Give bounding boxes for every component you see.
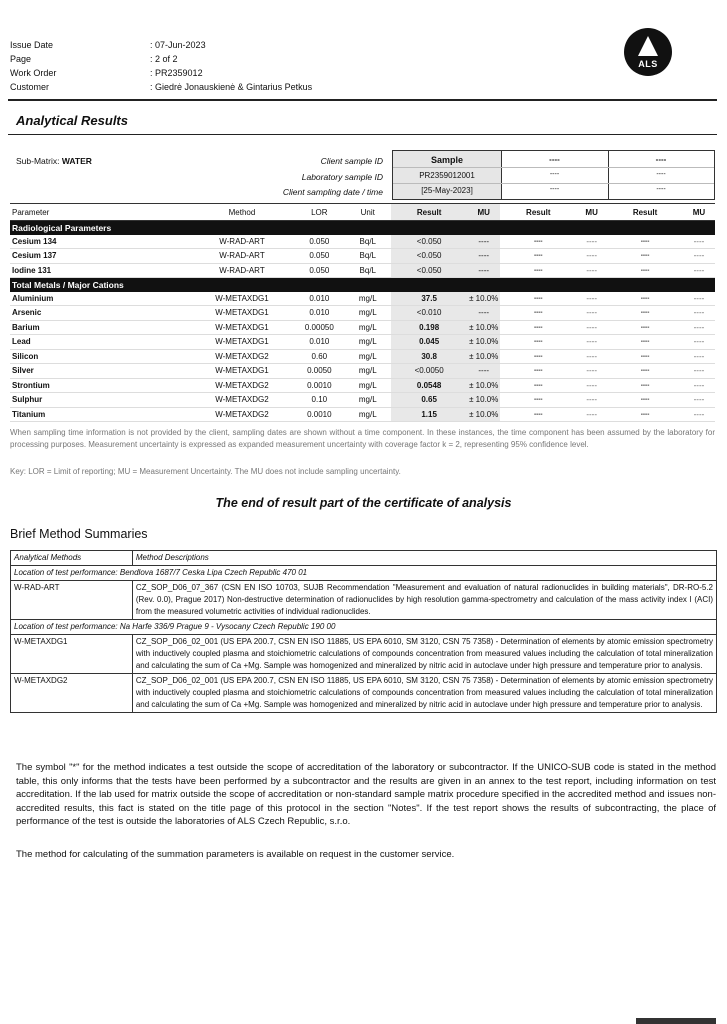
result-3-value: ---- [640,266,650,274]
parameter-name: Strontium [12,380,50,390]
lor-value: 0.050 [309,265,330,275]
method-code: W-METAXDG1 [215,293,269,303]
mu-value: ± 10.0% [467,292,500,306]
result-3-value: ---- [640,338,650,346]
method-code: W-RAD-ART [219,236,265,246]
mu-value: ---- [467,263,500,278]
mu-value: ± 10.0% [467,407,500,422]
mu-3-value: ---- [693,366,705,376]
parameter-name: Cesium 137 [12,251,57,261]
method-row [11,581,717,620]
logo-triangle-icon [638,36,658,56]
result-2-value: ---- [533,352,543,360]
result-3-value: ---- [640,367,650,375]
result-row [10,407,715,422]
page-value: 2 of 2 [155,54,178,64]
result-2-value: ---- [533,381,543,389]
result-value: 1.15 [391,407,467,422]
sample-row-divider-1 [393,167,714,168]
result-2-value: ---- [533,338,543,346]
method-code: W-METAXDG2 [215,351,269,361]
sample-2-date: ---- [549,186,560,193]
method-description: CZ_SOP_D06_02_001 (US EPA 200.7, CSN EN ISO 11885, US EPA 6010, SM 3120, CSN 75 7358) - Determination of elements by atomic emission spectrometry with inductively coupled plasma and stoichiometric calculations of compounds concentration from measured values including the calculation of total mineralization and calculating the sum of Ca +Mg. Sample was homogenized and mineralized by nitric acid in autoclave under high pressure and temperature prior to analysis. [132,635,716,674]
sample-1-id: Sample [430,155,463,165]
work-order-sep: : [150,68,153,78]
mu-value: ---- [467,235,500,249]
lor-value: 0.010 [309,337,330,347]
location-cell [11,620,717,635]
group-header-row [10,221,715,235]
result-row [10,292,715,306]
parameter-name: Silver [12,366,34,376]
result-3-value: ---- [640,294,650,302]
result-2-value: ---- [533,367,543,375]
unit-value: mg/L [358,395,377,405]
result-row [10,364,715,379]
issue-date-sep: : [150,40,153,50]
mu-3-value: ---- [693,308,705,318]
group-name: Radiological Parameters [10,221,715,235]
parameter-name: Lead [12,337,31,347]
result-value: <0.050 [391,263,467,278]
col-analytical-methods: Analytical Methods [11,551,133,566]
lab-sample-id-label: Laboratory sample ID [301,172,383,182]
group-name: Total Metals / Major Cations [10,278,715,292]
mu-3-value: ---- [693,351,705,361]
result-3-value: ---- [640,410,650,418]
result-row [10,393,715,408]
issue-date-label: Issue Date [10,40,54,50]
mu-value: ---- [467,364,500,379]
result-3-value: ---- [640,309,650,317]
result-row [10,335,715,350]
mu-2-value: ---- [586,322,597,332]
method-summaries-title: Brief Method Summaries [10,527,148,541]
result-row [10,306,715,321]
col-parameter: Parameter [12,207,50,217]
parameter-name: Titanium [12,409,46,419]
result-2-value: ---- [533,410,543,418]
mu-3-value: ---- [693,337,705,347]
methods-header-row [11,551,717,566]
lor-value: 0.010 [309,308,330,318]
location-label: Location of test performance: [14,568,118,577]
method-code: W-METAXDG2 [215,395,269,405]
mu-3-value: ---- [693,251,705,261]
parameter-name: Iodine 131 [12,265,52,275]
col-method: Method [228,207,256,217]
results-body [10,221,715,422]
unit-value: mg/L [358,308,377,318]
unit-value: mg/L [358,351,377,361]
location-row [11,566,717,581]
unit-value: mg/L [358,409,377,419]
result-2-value: ---- [533,294,543,302]
col-result-2: Result [526,207,551,217]
mu-2-value: ---- [586,395,597,405]
submatrix [16,156,92,166]
page-corner-bar [636,1018,716,1024]
method-code: W-METAXDG1 [215,322,269,332]
customer-label: Customer [10,82,50,92]
method-code: W-METAXDG2 [215,380,269,390]
mu-3-value: ---- [693,236,705,246]
unit-value: mg/L [358,380,377,390]
parameter-name: Arsenic [12,308,42,318]
mu-value: ± 10.0% [467,349,500,364]
analytical-results-title: Analytical Results [16,113,128,128]
mu-value: ± 10.0% [467,320,500,335]
result-2-value: ---- [533,237,543,245]
result-2-value: ---- [533,396,543,404]
sample-2-lab: ---- [549,171,560,178]
result-3-value: ---- [640,237,650,245]
mu-3-value: ---- [693,293,705,303]
notes-paragraph-1: The symbol "*" for the method indicates a test outside the scope of accreditation of the laboratory or subcontractor. If the UNICO-SUB code is stated in the method table, this only informs that the tests have been performed by a subcontractor and the results are given in an annex to the test report, including information on test accreditation. If the lab used for matrix outside the scope of accreditation or non-standard sample matrix procedure specified in the accredited method and issues non-accredited results, this fact is stated on the title page of this protocol in the section "Notes". If the test report shows the results of subcontracting, the place of performance of the test is outside the laboratories of ALS Czech Republic, s.r.o. [16,762,716,827]
result-3-value: ---- [640,381,650,389]
mu-3-value: ---- [693,322,705,332]
result-row [10,249,715,264]
col-mu-2: MU [585,207,598,217]
unit-value: Bq/L [359,265,376,275]
lor-value: 0.050 [309,251,330,261]
result-value: 30.8 [391,349,467,364]
col-mu-1: MU [467,204,500,221]
mu-2-value: ---- [586,409,597,419]
lor-value: 0.10 [311,395,328,405]
unit-value: Bq/L [359,236,376,246]
result-value: 0.65 [391,393,467,408]
parameter-name: Cesium 134 [12,236,57,246]
mu-value: ---- [467,249,500,264]
method-description: CZ_SOP_D06_07_367 (CSN EN ISO 10703, SUJB Recommendation "Measurement and evaluation of natural radionuclides in building materials", DR-RO-5.2 (Rev. 0.0), Prague 2017) Non-destructive determination of radionuclides by high resolution gamma-spectrometry and calculation of the mass activity index I (ACI) from the measured volumetric activities of individual radionuclides. [132,581,716,620]
sample-3-lab: ---- [656,171,666,178]
result-value: <0.050 [391,249,467,264]
result-value: <0.050 [391,235,467,249]
mu-3-value: ---- [693,265,705,275]
result-value: <0.0050 [391,364,467,379]
result-2-value: ---- [533,309,543,317]
col-mu-3: MU [692,207,706,217]
mu-3-value: ---- [693,380,705,390]
mu-2-value: ---- [586,308,597,318]
result-row [10,235,715,249]
parameter-name: Aluminium [12,293,54,303]
methods-table [10,550,717,713]
method-code: W-RAD-ART [219,265,265,275]
sample-1-date: [25-May-2023] [421,186,473,195]
results-table [10,203,715,422]
method-code: W-METAXDG1 [215,337,269,347]
result-row [10,320,715,335]
location-label: Location of test performance: [14,622,118,631]
location-address: Bendlova 1687/7 Ceska Lipa Czech Republic 470 01 [119,568,308,577]
location-row [11,620,717,635]
header-rule [8,99,717,101]
lor-value: 0.010 [309,293,330,303]
logo-text: ALS [638,59,658,69]
location-address: Na Harfe 336/9 Prague 9 - Vysocany Czech Republic 190 00 [119,622,336,631]
mu-3-value: ---- [693,395,705,405]
location-cell [11,566,717,581]
method-code: W-METAXDG1 [215,308,269,318]
submatrix-label: Sub-Matrix: [16,156,60,166]
mu-value: ± 10.0% [467,335,500,350]
method-code: W-METAXDG2 [11,674,133,713]
method-row [11,635,717,674]
parameter-name: Sulphur [12,395,43,405]
result-2-value: ---- [533,266,543,274]
mu-value: ---- [467,306,500,321]
submatrix-value: WATER [61,156,92,166]
result-value: 0.198 [391,320,467,335]
col-result-3: Result [632,207,658,217]
lor-value: 0.0010 [307,409,332,419]
mu-value: ± 10.0% [467,393,500,408]
page-label: Page [10,54,32,64]
lor-value: 0.0050 [307,366,332,376]
result-3-value: ---- [640,352,650,360]
result-row [10,263,715,278]
title-rule [8,134,717,135]
customer-sep: : [150,82,153,92]
col-lor: LOR [311,207,328,217]
method-code: W-METAXDG1 [11,635,133,674]
lor-value: 0.0010 [307,380,332,390]
result-value: 37.5 [391,292,467,306]
unit-value: mg/L [358,322,377,332]
result-value: 0.045 [391,335,467,350]
sample-3-date: ---- [656,186,666,193]
method-code: W-RAD-ART [219,251,265,261]
parameter-name: Barium [12,322,40,332]
mu-2-value: ---- [586,337,597,347]
work-order-label: Work Order [10,68,57,78]
method-description: CZ_SOP_D06_02_001 (US EPA 200.7, CSN EN ISO 11885, US EPA 6010, SM 3120, CSN 75 7358) - Determination of elements by atomic emission spectrometry with inductively coupled plasma and stoichiometric calculations of compounds concentration from measured values including the calculation of total mineralization and calculating the sum of Ca +Mg. Sample was homogenized and mineralized by nitric acid in autoclave under high pressure and temperature prior to analysis. [132,674,716,713]
notes-paragraph-2: The method for calculating of the summation parameters is available on request in the customer service. [16,849,455,860]
lor-value: 0.00050 [304,322,334,332]
page-sep: : [150,54,153,64]
result-value: <0.010 [391,306,467,321]
mu-2-value: ---- [586,293,597,303]
mu-2-value: ---- [586,366,597,376]
group-header-row [10,278,715,292]
unit-value: mg/L [358,337,377,347]
parameter-name: Silicon [12,351,39,361]
result-2-value: ---- [533,252,543,260]
work-order-value: PR2359012 [155,68,203,78]
sample-2-id: ---- [549,155,560,164]
lor-value: 0.050 [309,236,330,246]
mu-value: ± 10.0% [467,378,500,393]
col-unit: Unit [360,207,375,217]
customer-value: Giedrė Jonauskienė & Gintarius Petkus [155,82,313,92]
client-sample-id-label: Client sample ID [320,156,383,166]
result-2-value: ---- [533,323,543,331]
results-header-row [10,204,715,221]
unit-value: mg/L [358,366,377,376]
mu-2-value: ---- [586,236,597,246]
sample-1-lab: PR2359012001 [419,171,475,180]
result-row [10,349,715,364]
footnote-sampling: When sampling time information is not provided by the client, sampling dates are shown without a time component. In these instances, the time component has been assumed by the laboratory for processing purposes. Measurement uncertainty is expressed as expanded measurement uncertainty with coverage factor k = 2, representing 95% confidence level. [10,428,715,449]
unit-value: mg/L [358,293,377,303]
end-of-results: The end of result part of the certificate of analysis [215,496,512,510]
mu-3-value: ---- [693,409,705,419]
mu-2-value: ---- [586,251,597,261]
col-result-1: Result [391,204,467,221]
unit-value: Bq/L [359,251,376,261]
method-code: W-METAXDG2 [215,409,269,419]
col-method-descriptions: Method Descriptions [132,551,716,566]
sample-3-id: ---- [655,155,667,164]
result-3-value: ---- [640,252,650,260]
footnote-key: Key: LOR = Limit of reporting; MU = Measurement Uncertainty. The MU does not include sampling uncertainty. [10,467,401,476]
sample-row-divider-2 [393,183,714,184]
result-row [10,378,715,393]
issue-date-value: 07-Jun-2023 [155,40,206,50]
mu-2-value: ---- [586,265,597,275]
result-3-value: ---- [640,396,650,404]
mu-2-value: ---- [586,380,597,390]
methods-body [11,566,717,713]
mu-2-value: ---- [586,351,597,361]
sampling-date-label: Client sampling date / time [282,187,383,197]
method-code: W-RAD-ART [11,581,133,620]
als-logo [624,28,672,76]
sample-header-box [392,150,715,200]
method-row [11,674,717,713]
method-code: W-METAXDG1 [215,366,269,376]
lor-value: 0.60 [311,351,328,361]
result-3-value: ---- [640,323,650,331]
result-value: 0.0548 [391,378,467,393]
